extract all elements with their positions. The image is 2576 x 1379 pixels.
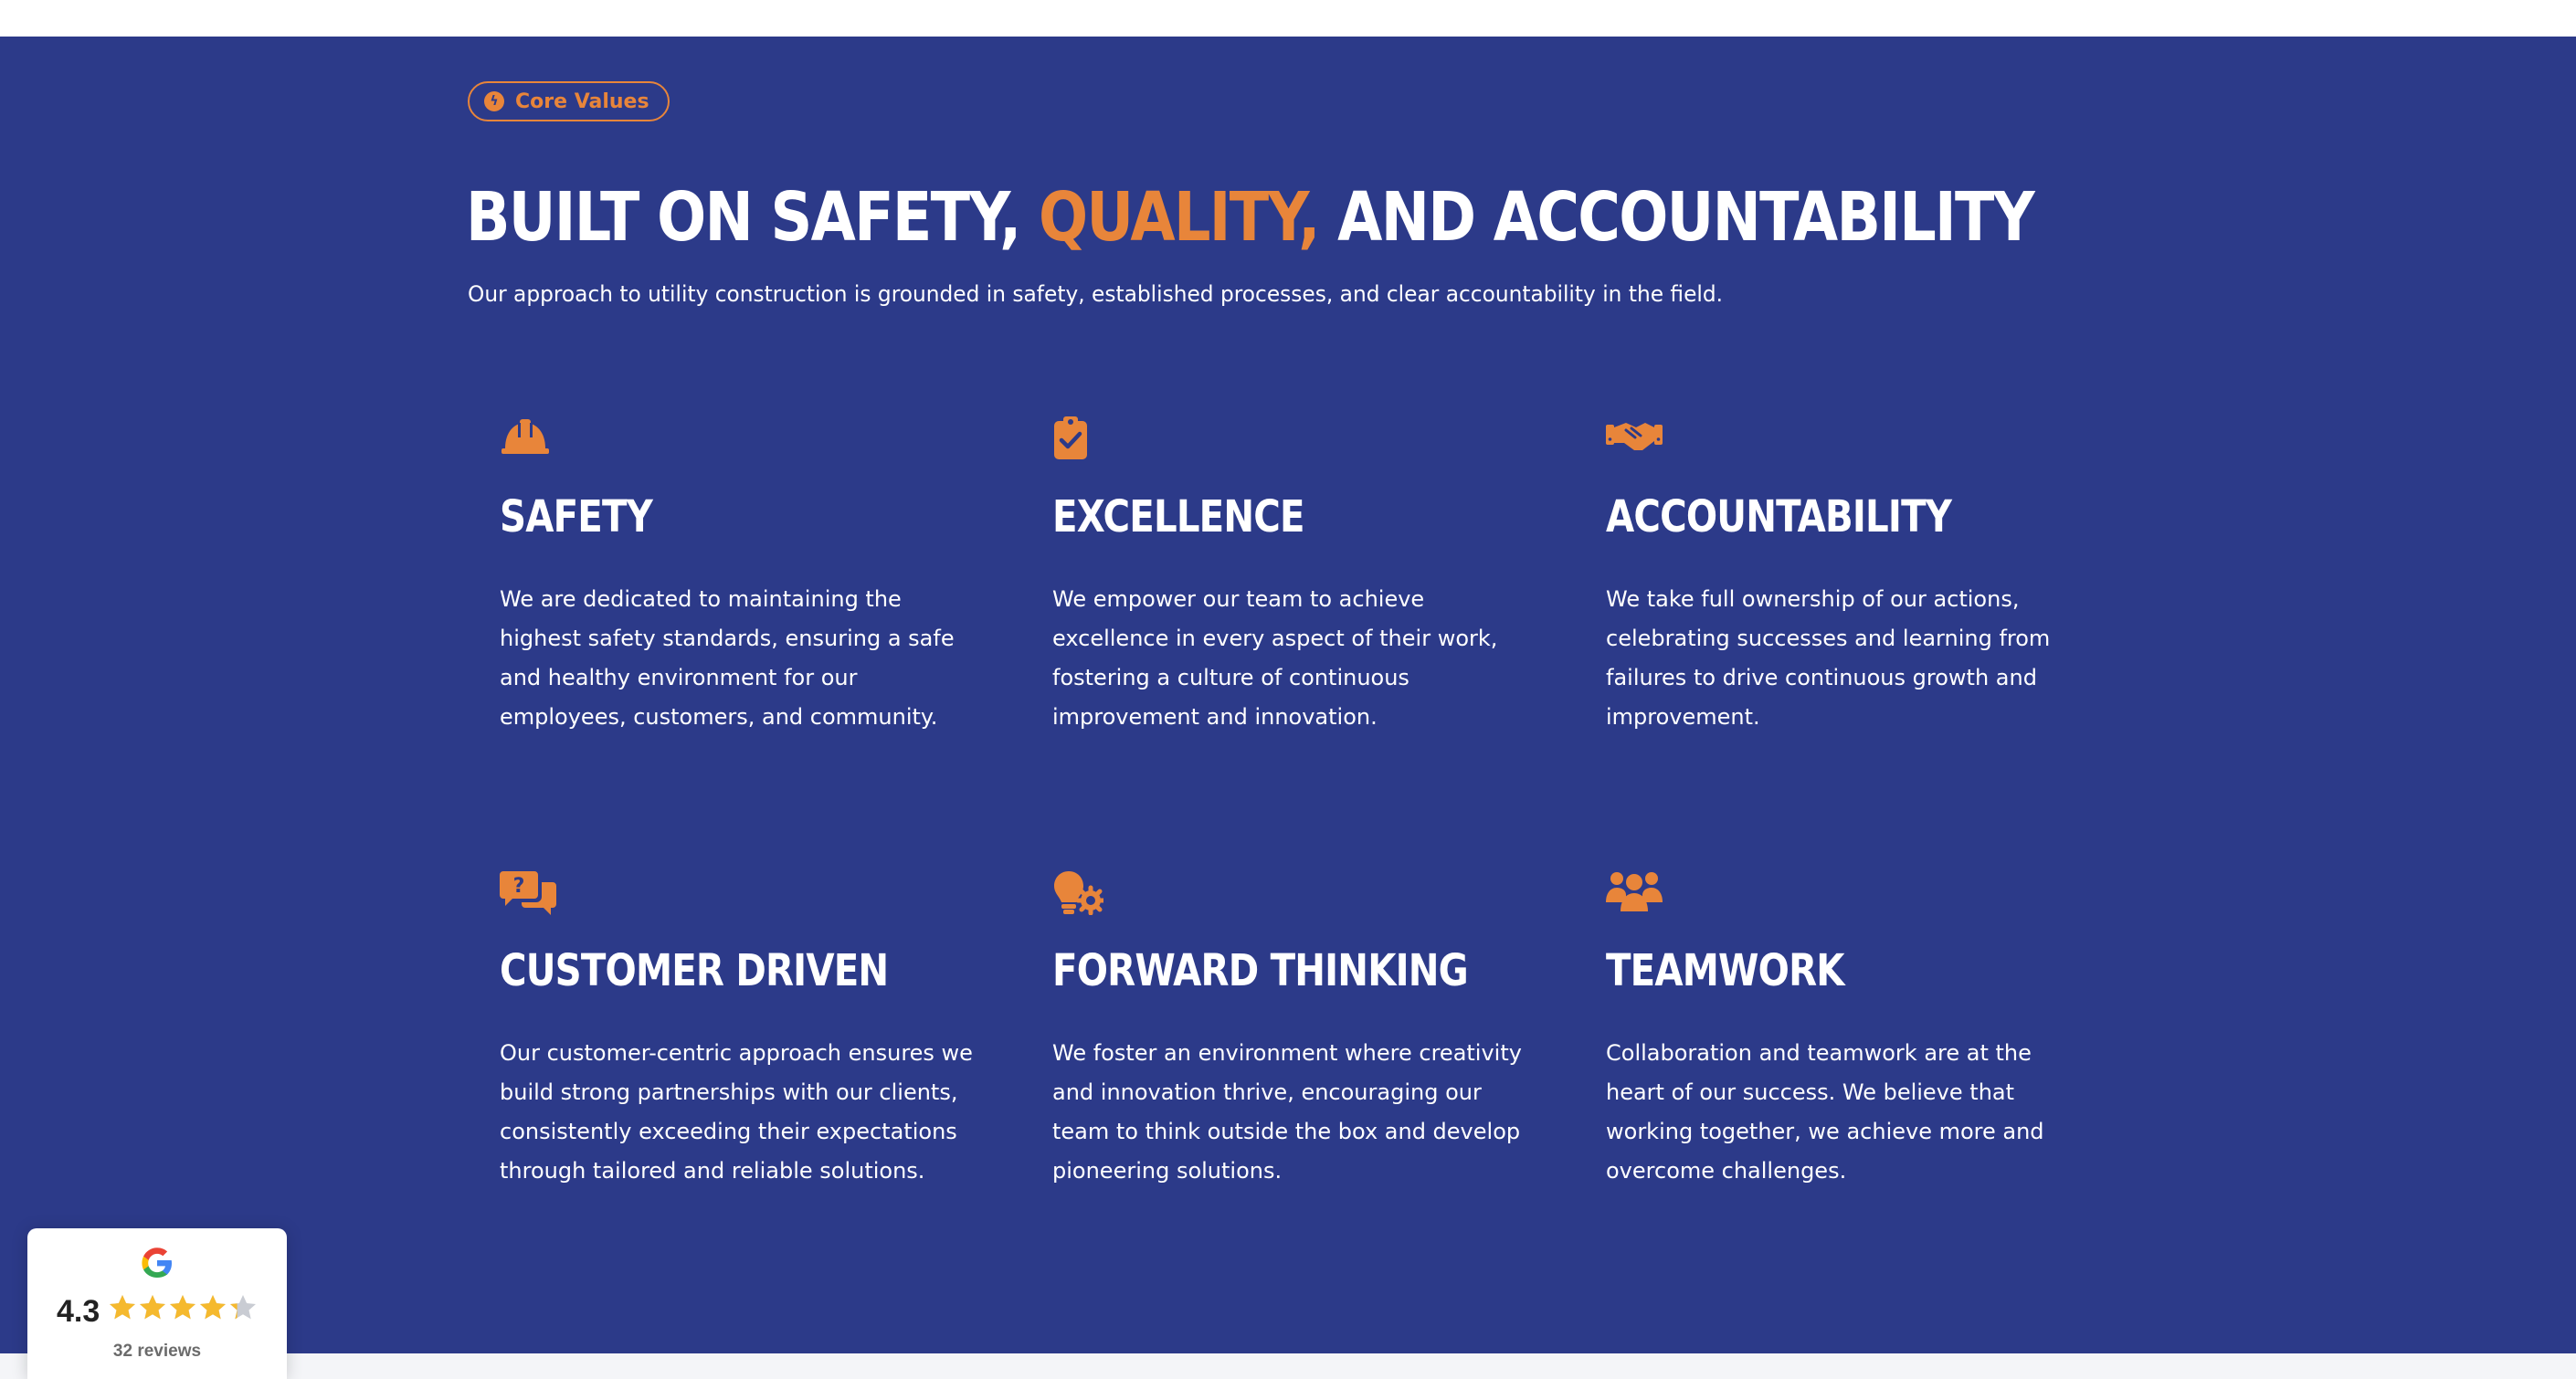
star-rating (108, 1293, 258, 1322)
value-title: SAFETY (500, 491, 652, 542)
core-values-badge (468, 81, 670, 121)
headline-part-2: AND ACCOUNTABILITY (1318, 178, 2034, 257)
lightbulb-gear-icon (1052, 869, 1107, 915)
star-icon (198, 1293, 227, 1322)
value-title: ACCOUNTABILITY (1606, 491, 1952, 542)
value-description: We are dedicated to maintaining the highest safety standards, ensuring a safe and healthy environment for our employees, customers, and community. (500, 586, 955, 730)
section-subtitle: Our approach to utility construction is grounded in safety, established processes, and clear accountability in the field. (468, 281, 1724, 307)
clipboard-check-icon (1052, 416, 1107, 461)
hard-hat-icon (500, 416, 554, 461)
team-users-icon (1606, 869, 1661, 915)
star-icon (168, 1293, 197, 1322)
value-title: TEAMWORK (1606, 945, 1844, 996)
star-icon (228, 1293, 258, 1322)
top-bar (0, 0, 2576, 37)
value-description: We empower our team to achieve excellence in every aspect of their work, fostering a culture of continuous improvement and innovation. (1052, 586, 1498, 730)
question-chat-icon (500, 869, 554, 915)
value-title: EXCELLENCE (1052, 491, 1304, 542)
bottom-bar (0, 1353, 2576, 1379)
google-logo-icon (139, 1245, 175, 1285)
section-headline (466, 174, 2033, 261)
headline-part-1: BUILT ON SAFETY, (466, 178, 1040, 257)
value-description: We foster an environment where creativity and innovation thrive, encouraging our team to think outside the box and develop pioneering solutions. (1052, 1040, 1522, 1184)
value-description: We take full ownership of our actions, celebrating successes and learning from failures to drive continuous growth and improvement. (1606, 586, 2051, 730)
review-count: 32 reviews (112, 1342, 202, 1361)
handshake-icon (1606, 416, 1661, 461)
rating-value: 4.3 (57, 1294, 100, 1329)
value-description: Collaboration and teamwork are at the heart of our success. We believe that working together, we achieve more and overcome challenges. (1606, 1040, 2044, 1184)
value-title: FORWARD THINKING (1052, 945, 1468, 996)
headline-accent: QUALITY, (1039, 178, 1319, 257)
star-icon (138, 1293, 167, 1322)
value-title: CUSTOMER DRIVEN (500, 945, 889, 996)
svg-text:?: ? (512, 875, 525, 898)
star-icon (108, 1293, 137, 1322)
value-description: Our customer-centric approach ensures we build strong partnerships with our clients, consistently exceeding their expectations through tailored and reliable solutions. (500, 1040, 973, 1184)
badge-label: Core Values (515, 89, 649, 113)
google-reviews-widget[interactable] (27, 1228, 287, 1379)
bolt-circle-icon: ϟ (484, 91, 504, 111)
